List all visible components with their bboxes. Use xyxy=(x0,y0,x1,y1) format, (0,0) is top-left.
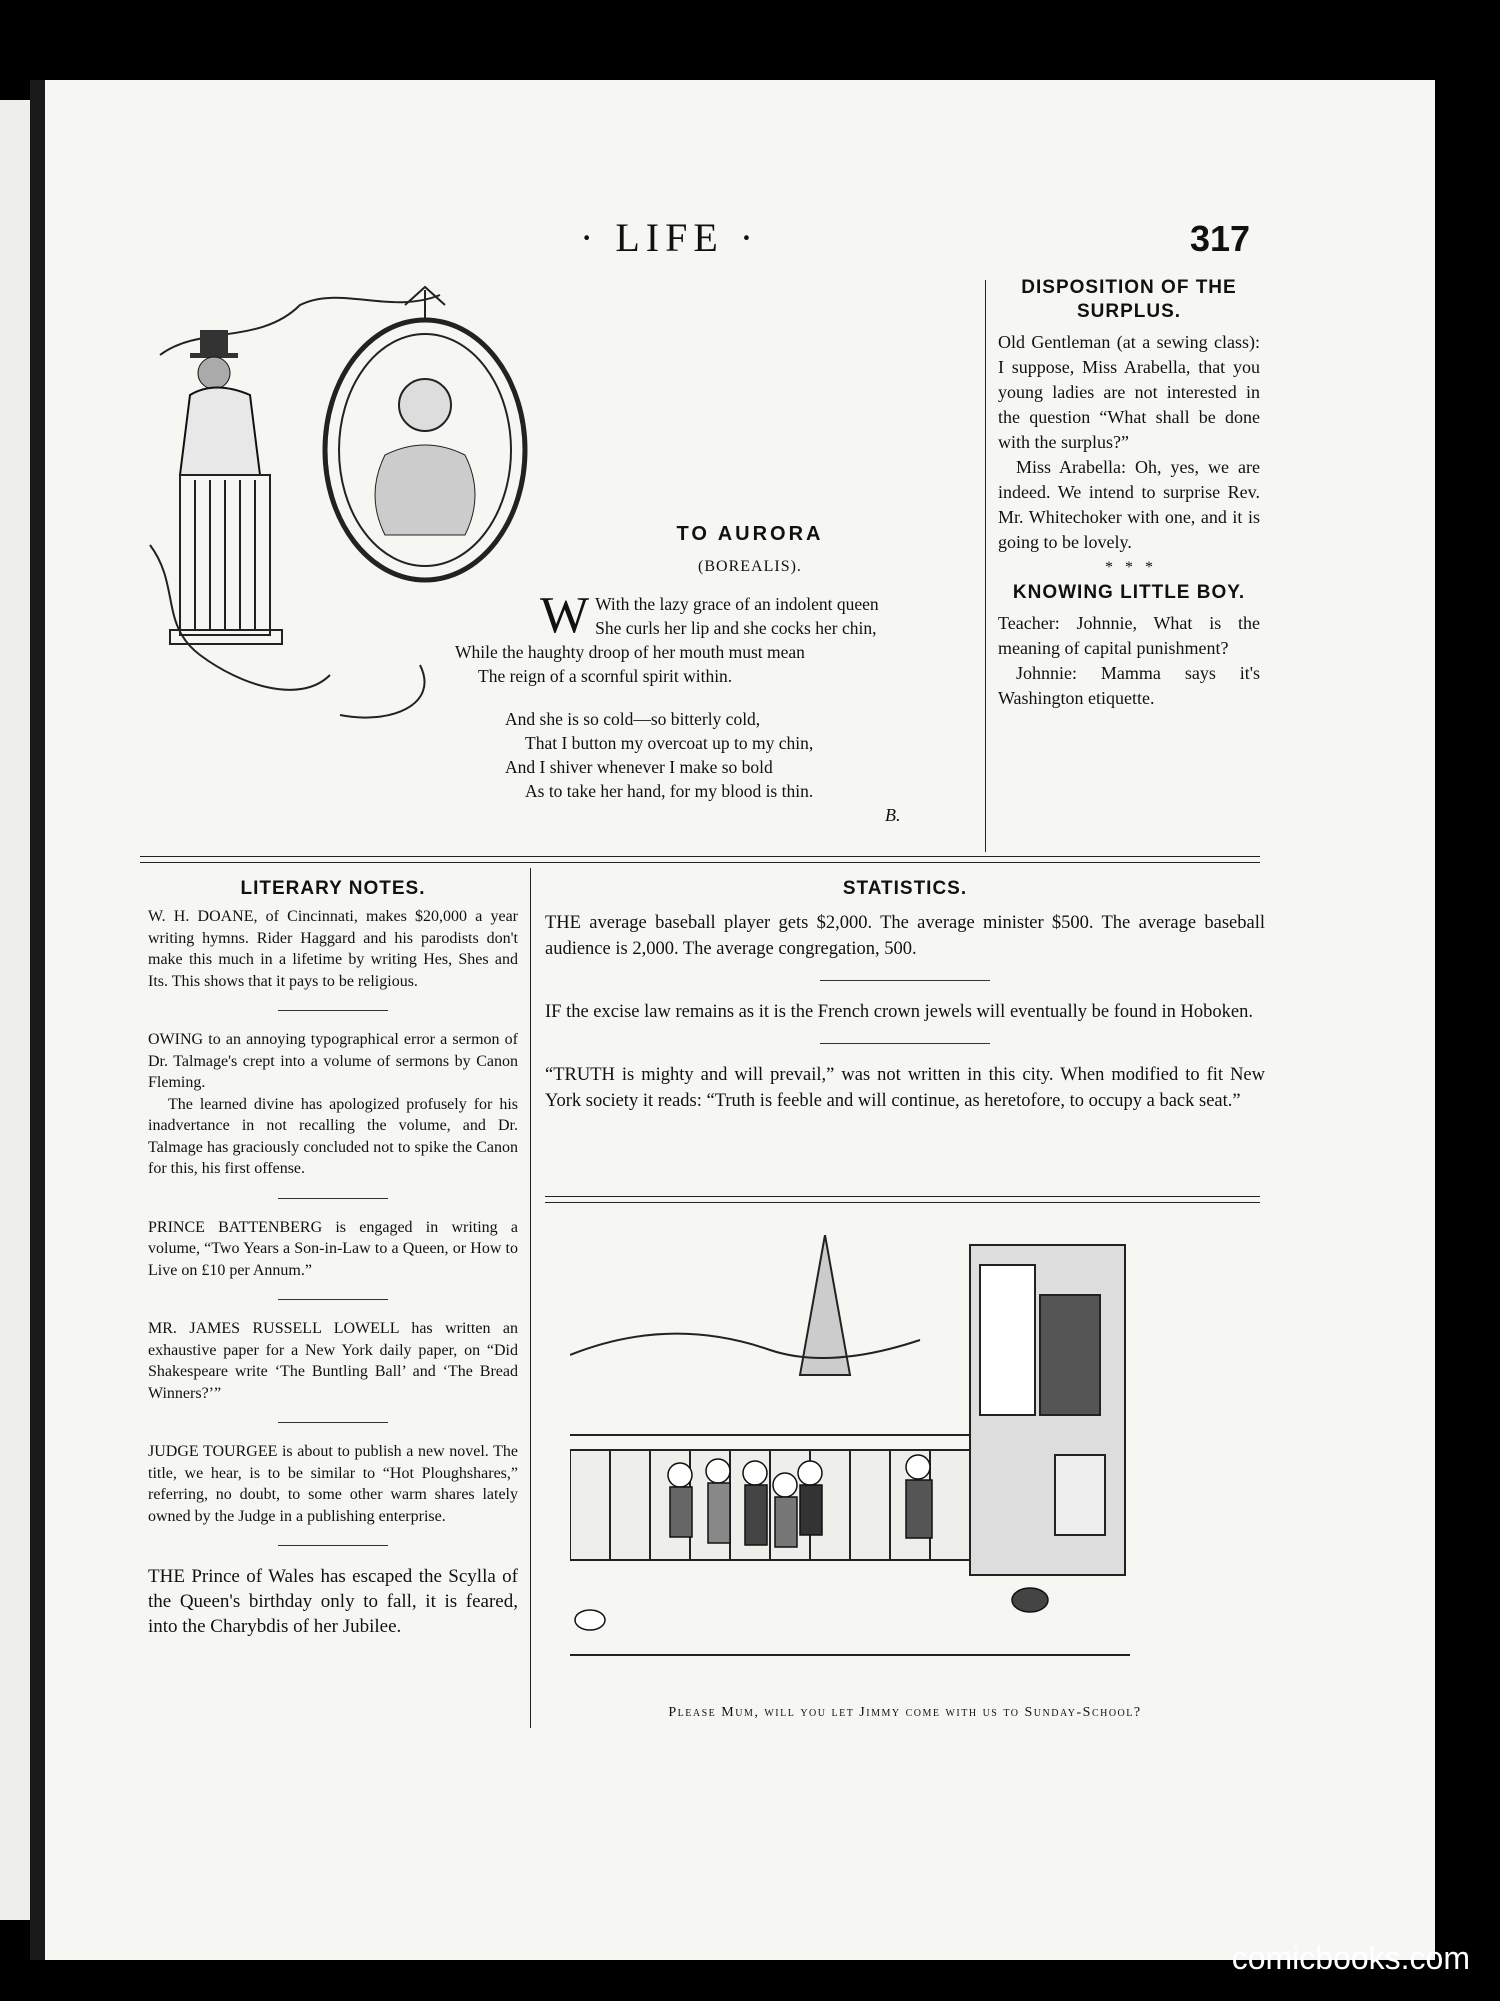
literary-note: PRINCE BATTENBERG is engaged in writing a volume, “Two Years a Son-in-Law to a Queen, or How to Live on £10 per Annum.” xyxy=(148,1218,518,1279)
knowing-body xyxy=(998,611,1260,711)
note-divider xyxy=(278,1198,388,1199)
poem-line: That I button my overcoat up to my chin, xyxy=(525,733,814,753)
literary-note: W. H. DOANE, of Cincinnati, makes $20,000 a year writing hymns. Rider Haggard and his parodists don't make this much in a lifetime by writing Hes, Shes and Its. This shows that it pays to be religious. xyxy=(148,908,518,990)
note-divider xyxy=(278,1299,388,1300)
note-divider xyxy=(278,1422,388,1423)
poem-line: The reign of a scornful spirit within. xyxy=(478,666,733,686)
poem-line: She curls her lip and she cocks her chin, xyxy=(595,618,877,638)
poem-line: And she is so cold—so bitterly cold, xyxy=(505,709,761,729)
surplus-article xyxy=(998,276,1260,711)
statistics-section xyxy=(545,878,1265,1114)
surplus-title: DISPOSITION OF THE SURPLUS. xyxy=(1021,277,1237,322)
section-rule xyxy=(140,862,1260,863)
literary-notes xyxy=(148,878,518,1639)
literary-note: OWING to an annoying typographical error a sermon of Dr. Talmage's crept into a volume of sermons by Canon Fleming. xyxy=(148,1031,518,1091)
column-rule xyxy=(985,280,986,852)
surplus-p2: Miss Arabella: Oh, yes, we are indeed. We intend to surprise Rev. Mr. Whitechoker with one, and it is going to be lovely. xyxy=(998,457,1260,552)
section-rule xyxy=(140,856,1260,857)
page-gutter xyxy=(30,80,45,1960)
poem-title: TO AURORA xyxy=(676,523,824,545)
knowing-title: KNOWING LITTLE BOY. xyxy=(1012,582,1246,603)
note-divider xyxy=(278,1545,388,1546)
knowing-p1: Teacher: Johnnie, What is the meaning of capital punishment? xyxy=(998,613,1260,658)
literary-note: MR. JAMES RUSSELL LOWELL has written an exhaustive paper for a New York daily paper, on “Did Shakespeare write ‘The Buntling Ball’ and ‘The Bread Winners?’” xyxy=(148,1320,518,1402)
poem-signature: B. xyxy=(885,805,901,825)
poem-line: While the haughty droop of her mouth must mean xyxy=(455,642,805,662)
stat-divider xyxy=(820,1043,990,1044)
poem-line: As to take her hand, for my blood is thin. xyxy=(525,781,814,801)
section-stars: * * * xyxy=(1105,559,1153,576)
note-divider xyxy=(278,1010,388,1011)
statistics-item: THE average baseball player gets $2,000. The average minister $500. The average baseball audience is 2,000. The average congregation, 500. xyxy=(545,913,1265,959)
poem-subtitle: (BOREALIS). xyxy=(698,558,802,575)
drop-cap: W xyxy=(540,587,590,644)
statistics-item: IF the excise law remains as it is the French crown jewels will eventually be found in Hoboken. xyxy=(545,1002,1253,1022)
surplus-body xyxy=(998,330,1260,555)
section-rule xyxy=(545,1196,1260,1197)
column-rule xyxy=(530,868,531,1728)
section-rule xyxy=(545,1202,1260,1203)
stat-divider xyxy=(820,980,990,981)
literary-note: JUDGE TOURGEE is about to publish a new novel. The title, we hear, is to be similar to “Hot Ploughshares,” referring, no doubt, to some other warm shares lately owned by the Judge in a publishing enterprise. xyxy=(148,1443,518,1525)
poem-line: With the lazy grace of an indolent queen xyxy=(595,594,879,614)
literary-note: THE Prince of Wales has escaped the Scylla of the Queen's birthday only to fall, it is feared, into the Charybdis of her Jubilee. xyxy=(148,1566,518,1637)
literary-title: LITERARY NOTES. xyxy=(240,878,426,899)
poem-stanza-2 xyxy=(505,707,935,803)
masthead: · LIFE · xyxy=(580,215,760,260)
knowing-p2: Johnnie: Mamma says it's Washington etiquette. xyxy=(998,663,1260,708)
literary-note: The learned divine has apologized profusely for his inadvertance in not recalling the volume, and Dr. Talmage has graciously concluded not to spike the Canon for this, his first offense. xyxy=(148,1095,518,1177)
watermark: comicbooks.com xyxy=(1231,1940,1470,1976)
statistics-item: “TRUTH is mighty and will prevail,” was not written in this city. When modified to fit New York society it reads: “Truth is feeble and will continue, as heretofore, to occupy a back seat.” xyxy=(545,1065,1265,1111)
surplus-p1: Old Gentleman (at a sewing class): I suppose, Miss Arabella, that you young ladies are not interested in the question “What shall be done with the surplus?” xyxy=(998,332,1260,452)
sunday-school-cartoon xyxy=(570,1235,1130,1705)
poem-line: And I shiver whenever I make so bold xyxy=(505,757,773,777)
facing-page-edge xyxy=(0,100,30,1920)
page-number: 317 xyxy=(1190,218,1251,259)
cartoon-caption: Please Mum, will you let Jimmy come with us to Sunday-School? xyxy=(668,1705,1142,1720)
poem-stanza-1 xyxy=(455,587,970,688)
statistics-title: STATISTICS. xyxy=(842,878,968,899)
